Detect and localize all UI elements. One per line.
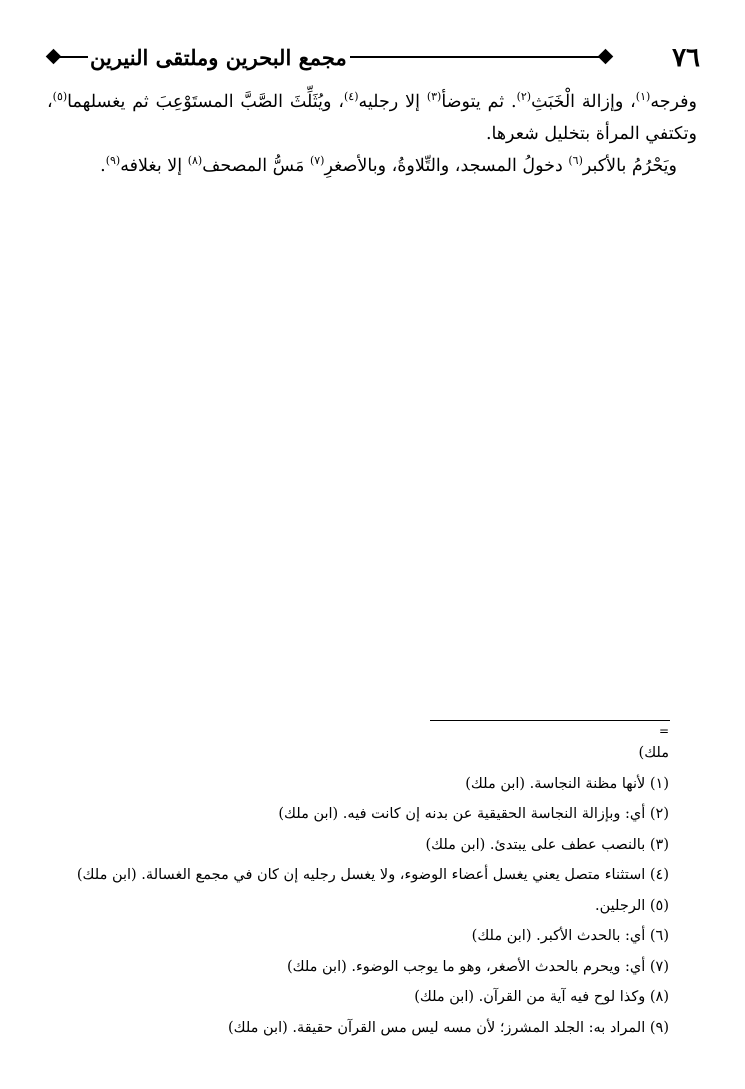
footnote-ref: (٧): [309, 154, 325, 168]
paragraph-1: وفرجه$^{(١)}$، وإزالة الْخَبَثِ$^{(٢)}$. ثم يتوضأ$^{(٣)}$ إلا رجليه$^{(٤)}$، ويُثَلِّثَ الصَّبَّ المستَوْعِبَ ثم يغسلهما$^{(٥)}$، وتكتفي المرأة بتخليل شعرها.: [47, 90, 697, 144]
footnote-8: (٨) وكذا لوح فيه آية من القرآن. (ابن ملك): [414, 989, 669, 1005]
header-rule-left: [58, 56, 88, 58]
footnote-3: (٣) بالنصب عطف على يبتدئ. (ابن ملك): [425, 836, 669, 853]
footnote-ref: (٨): [187, 154, 203, 168]
footnotes: [49, 738, 669, 1043]
footnote-6: (٦) أي: بالحدث الأكبر. (ابن ملك): [471, 928, 669, 944]
page-number: ٧٦: [672, 43, 700, 73]
footnote-ref: (٦): [568, 154, 583, 168]
header-rule-right: [350, 56, 604, 58]
footnote-ref: (٩): [105, 154, 121, 168]
footnote-ref: (١): [635, 90, 651, 104]
main-text: [47, 86, 697, 182]
footnote-ref: (٥): [52, 90, 68, 104]
footnote-2: (٢) أي: وبإزالة النجاسة الحقيقية عن بدنه إن كانت فيه. (ابن ملك): [278, 806, 669, 822]
continuation-mark: =: [658, 724, 669, 738]
diamond-ornament-right: [598, 49, 614, 65]
footnote-ref: (٤): [343, 90, 359, 104]
footnote-separator: [430, 720, 670, 721]
running-header: [40, 40, 700, 76]
footnote-ref: (٣): [426, 90, 442, 104]
footnote-5: (٥) الرجلين.: [595, 897, 669, 914]
paragraph-2: ويَحْرُمُ بالأكبر$^{(٦)}$ دخولُ المسجد، والتِّلاوةُ، وبالأصغرِ$^{(٧)}$ مَسُّ المصحف$^{(٨)}$ إلا بغلافه$^{(٩)}$.: [100, 154, 677, 176]
footnote-ref: (٢): [516, 90, 532, 104]
footnote-7: (٧) أي: ويحرم بالحدث الأصغر، وهو ما يوجب الوضوء. (ابن ملك): [286, 958, 669, 975]
footnote-carryover: ملك): [638, 745, 669, 761]
footnote-1: (١) لأنها مظنة النجاسة. (ابن ملك): [465, 775, 669, 792]
footnote-9: (٩) المراد به: الجلد المشرز؛ لأن مسه ليس مس القرآن حقيقة. (ابن ملك): [227, 1019, 669, 1036]
header-title: مجمع البحرين وملتقى النيرين: [90, 45, 347, 70]
footnote-4: (٤) استثناء متصل يعني يغسل أعضاء الوضوء، ولا يغسل رجليه إن كان في مجمع الغسالة. (ابن ملك): [76, 867, 669, 883]
